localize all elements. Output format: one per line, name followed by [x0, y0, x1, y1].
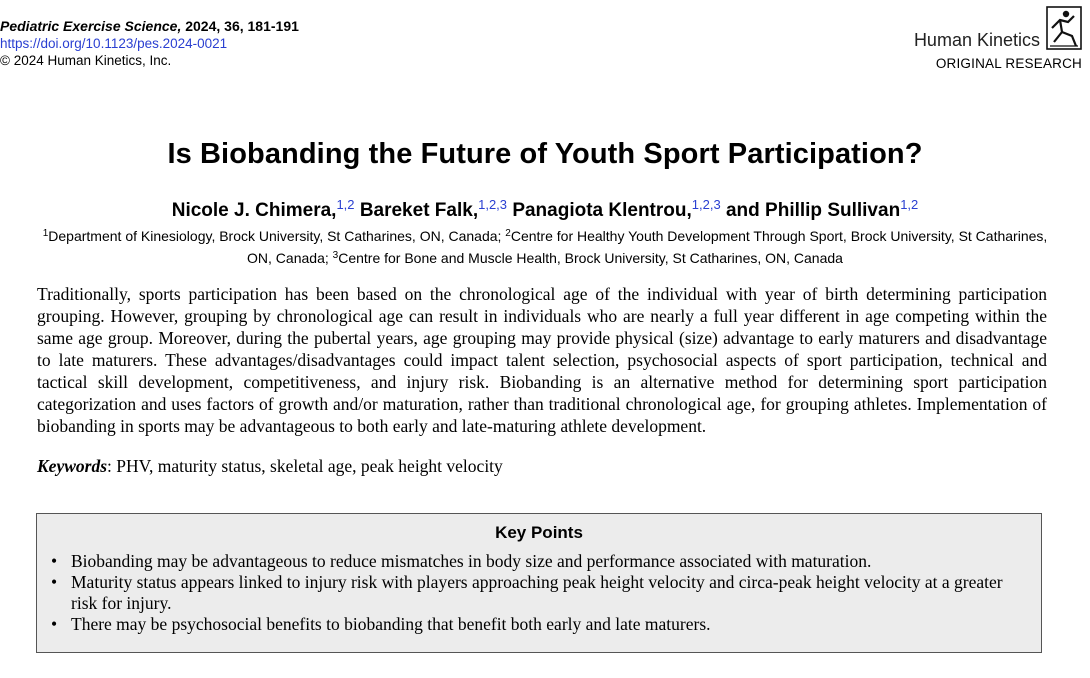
human-kinetics-logo-icon — [1046, 6, 1082, 50]
journal-name: Pediatric Exercise Science, — [0, 18, 182, 34]
doi-link[interactable]: https://doi.org/10.1123/pes.2024-0021 — [0, 36, 228, 51]
affiliation-number: 3 — [332, 250, 339, 261]
author-affiliation-ref[interactable]: 1,2,3 — [478, 197, 508, 212]
affiliations — [40, 224, 1050, 268]
key-point-text: There may be psychosocial benefits to biobanding that benefit both early and late maturers. — [71, 614, 711, 634]
author-list — [0, 197, 1090, 222]
paper-title: Is Biobanding the Future of Youth Sport Participation? — [167, 138, 923, 170]
affiliation-number: 1 — [42, 228, 49, 239]
key-points-title: Key Points — [495, 523, 583, 542]
bullet-icon: • — [51, 614, 58, 634]
author-name: and Phillip Sullivan — [725, 200, 901, 221]
publisher-name: Human Kinetics — [913, 30, 1040, 50]
author-name: Nicole J. Chimera, — [171, 200, 337, 221]
affiliation-text: Centre for Healthy Youth Development Through Sport, Brock University, St Catharines, ON, Canada; — [247, 228, 1048, 266]
keywords-text: PHV, maturity status, skeletal age, peak height velocity — [116, 456, 503, 476]
volume-info: 2024, 36, 181-191 — [181, 18, 299, 34]
author-affiliation-ref[interactable]: 1,2,3 — [691, 197, 721, 212]
bullet-icon: • — [51, 551, 58, 571]
author-affiliation-ref[interactable]: 1,2 — [336, 197, 355, 212]
abstract: Traditionally, sports participation has been based on the chronological age of the individual with year of birth determining participation grouping. However, grouping by chronological age can result in individuals who are nearly a full year different in age competing within the same age group. Moreover, during the pubertal years, age grouping may provide physical (size) advantage to early maturers and disadvantage to late maturers. These advantages/disadvantages could impact talent selection, psychosocial aspects of sport participation, technical and tactical skill development, competitiveness, and injury risk. Biobanding is an alternative method for determining sport participation categorization and uses factors of growth and/or maturation, rather than traditional chronological age, for grouping athletes. Implementation of biobanding in sports may be advantageous to both early and late-maturing athlete development. — [37, 284, 1047, 436]
keywords-label: Keywords — [37, 456, 107, 476]
affiliation-text: Centre for Bone and Muscle Health, Brock University, St Catharines, ON, Canada — [338, 250, 843, 266]
copyright: © 2024 Human Kinetics, Inc. — [0, 53, 172, 68]
article-type: ORIGINAL RESEARCH — [935, 56, 1082, 71]
keywords — [37, 456, 503, 477]
key-point-item — [51, 614, 1031, 635]
author-name: Bareket Falk, — [359, 200, 479, 221]
author-affiliation-ref[interactable]: 1,2 — [900, 197, 919, 212]
key-point-text: Maturity status appears linked to injury risk with players approaching peak height velocity and circa-peak height velocity at a greater risk for injury. — [71, 572, 1003, 613]
keywords-separator: : — [107, 456, 117, 476]
key-points-box — [36, 513, 1042, 653]
affiliation-number: 2 — [505, 228, 511, 239]
bullet-icon: • — [51, 572, 58, 592]
key-points-list — [37, 551, 1041, 635]
citation-block — [0, 18, 299, 69]
key-point-item — [51, 551, 1031, 572]
publisher-block — [862, 6, 1082, 76]
affiliation-text: Department of Kinesiology, Brock University, St Catharines, ON, Canada; — [48, 228, 506, 244]
key-point-text: Biobanding may be advantageous to reduce mismatches in body size and performance associated with maturation. — [71, 551, 872, 571]
journal-citation — [0, 18, 299, 35]
key-point-item — [51, 572, 1031, 614]
author-name: Panagiota Klentrou, — [512, 200, 692, 221]
